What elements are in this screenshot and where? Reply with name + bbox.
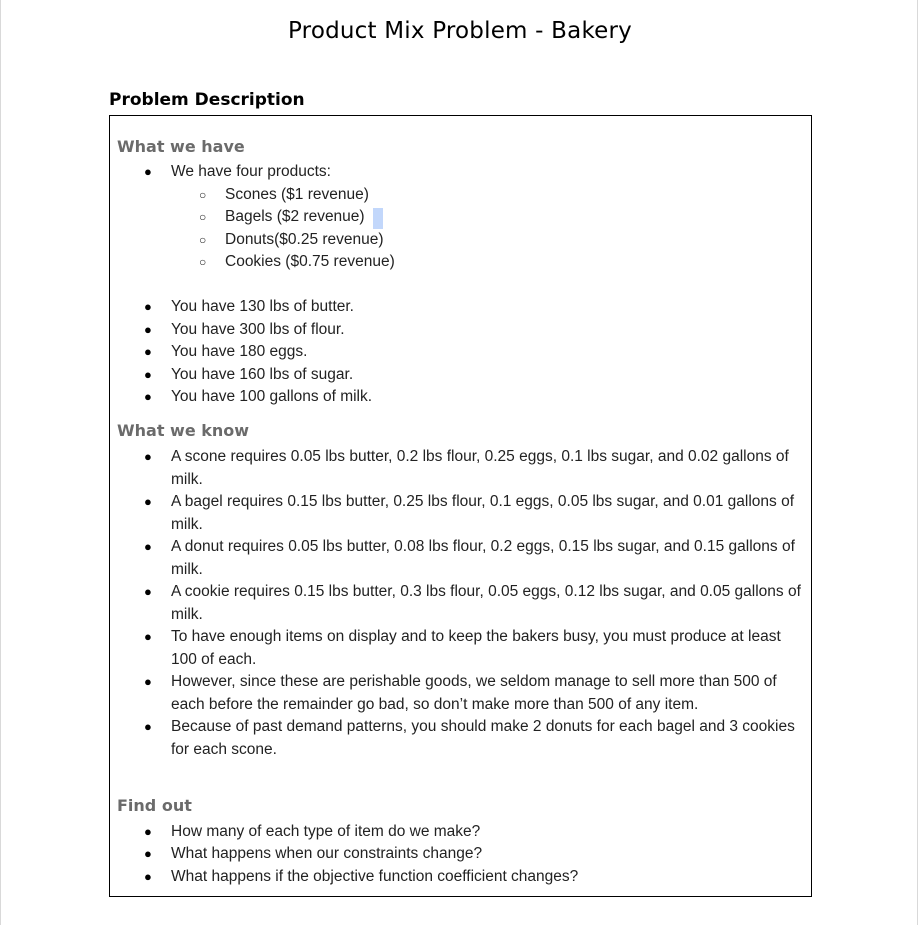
resource-sugar[interactable]: You have 160 lbs of sugar. bbox=[171, 366, 354, 383]
section-heading[interactable]: Problem Description bbox=[109, 90, 305, 110]
hollow-bullet-icon: ○ bbox=[199, 188, 207, 202]
bullet-icon: ● bbox=[144, 629, 152, 644]
hollow-bullet-icon: ○ bbox=[199, 255, 207, 269]
bullet-icon: ● bbox=[144, 539, 152, 554]
question-objective-change[interactable]: What happens if the objective function coefficient changes? bbox=[171, 868, 579, 885]
product-item-cookies[interactable]: Cookies ($0.75 revenue) bbox=[225, 253, 395, 270]
problem-description-box[interactable] bbox=[109, 115, 812, 897]
product-item-donuts[interactable]: Donuts($0.25 revenue) bbox=[225, 231, 384, 248]
product-item-bagels[interactable]: Bagels ($2 revenue) bbox=[225, 208, 365, 225]
bullet-icon: ● bbox=[144, 494, 152, 509]
question-how-many[interactable]: How many of each type of item do we make? bbox=[171, 823, 481, 840]
requirement-donut[interactable]: A donut requires 0.05 lbs butter, 0.08 lbs flour, 0.2 eggs, 0.15 lbs sugar, and 0.15 gallons of milk. bbox=[171, 538, 795, 578]
hollow-bullet-icon: ○ bbox=[199, 210, 207, 224]
constraint-ratio[interactable]: Because of past demand patterns, you should make 2 donuts for each bagel and 3 cookies for each scone. bbox=[171, 718, 795, 758]
document-title[interactable]: Product Mix Problem - Bakery bbox=[288, 18, 632, 44]
bullet-icon: ● bbox=[144, 449, 152, 464]
requirement-bagel[interactable]: A bagel requires 0.15 lbs butter, 0.25 lbs flour, 0.1 eggs, 0.05 lbs sugar, and 0.01 gallons of milk. bbox=[171, 493, 795, 533]
hollow-bullet-icon: ○ bbox=[199, 233, 207, 247]
requirement-scone[interactable]: A scone requires 0.05 lbs butter, 0.2 lbs flour, 0.25 eggs, 0.1 lbs sugar, and 0.02 gallons of milk. bbox=[171, 448, 789, 488]
what-we-have-heading[interactable]: What we have bbox=[117, 137, 245, 156]
bullet-icon: ● bbox=[144, 164, 152, 179]
bullet-icon: ● bbox=[144, 719, 152, 734]
requirement-cookie[interactable]: A cookie requires 0.15 lbs butter, 0.3 lbs flour, 0.05 eggs, 0.12 lbs sugar, and 0.05 gallons of milk. bbox=[171, 583, 801, 623]
question-constraints-change[interactable]: What happens when our constraints change? bbox=[171, 845, 483, 862]
bullet-icon: ● bbox=[144, 869, 152, 884]
product-item-scones[interactable]: Scones ($1 revenue) bbox=[225, 186, 369, 203]
what-we-know-heading[interactable]: What we know bbox=[117, 421, 250, 440]
find-out-heading[interactable]: Find out bbox=[117, 796, 192, 815]
bullet-icon: ● bbox=[144, 674, 152, 689]
bullet-icon: ● bbox=[144, 322, 152, 337]
resource-eggs[interactable]: You have 180 eggs. bbox=[171, 343, 308, 360]
resource-butter[interactable]: You have 130 lbs of butter. bbox=[171, 298, 354, 315]
text-selection-highlight bbox=[373, 208, 383, 229]
resource-milk[interactable]: You have 100 gallons of milk. bbox=[171, 388, 373, 405]
bullet-icon: ● bbox=[144, 299, 152, 314]
bullet-icon: ● bbox=[144, 846, 152, 861]
resource-flour[interactable]: You have 300 lbs of flour. bbox=[171, 321, 345, 338]
constraint-maximum[interactable]: However, since these are perishable goods, we seldom manage to sell more than 500 of each before the remainder go bad, so don’t make more than 500 of any item. bbox=[171, 673, 777, 713]
constraint-minimum[interactable]: To have enough items on display and to keep the bakers busy, you must produce at least 100 of each. bbox=[171, 628, 781, 668]
bullet-icon: ● bbox=[144, 344, 152, 359]
bullet-icon: ● bbox=[144, 389, 152, 404]
bullet-icon: ● bbox=[144, 824, 152, 839]
bullet-icon: ● bbox=[144, 367, 152, 382]
bullet-icon: ● bbox=[144, 584, 152, 599]
products-intro[interactable]: We have four products: bbox=[171, 163, 331, 180]
